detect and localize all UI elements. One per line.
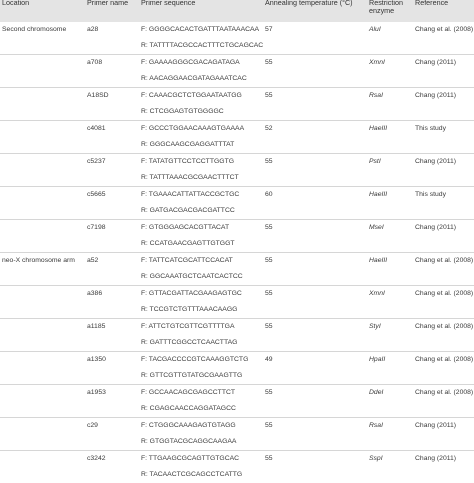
- cell-reference: Chang et al. (2008): [415, 26, 474, 33]
- cell-restriction-enzyme: HaeIII: [369, 257, 388, 264]
- cell-primer-name: c3242: [87, 455, 106, 462]
- table-row: [0, 170, 474, 186]
- table-row: [0, 285, 474, 302]
- cell-primer-name: c29: [87, 422, 98, 429]
- cell-annealing-temperature: 55: [265, 158, 273, 165]
- cell-annealing-temperature: 52: [265, 125, 273, 132]
- cell-primer-sequence: R: GTTCGTTGTATGCGAAGTTG: [141, 372, 243, 379]
- table-row: [0, 335, 474, 351]
- table-row: [0, 219, 474, 236]
- header-location: Location: [2, 0, 30, 7]
- cell-annealing-temperature: 55: [265, 290, 273, 297]
- cell-restriction-enzyme: XmnI: [369, 290, 385, 297]
- cell-primer-name: a1185: [87, 323, 106, 330]
- cell-primer-sequence: R: GTGGTACGCAGGCAAGAA: [141, 438, 237, 445]
- cell-reference: Chang (2011): [415, 92, 457, 99]
- cell-primer-name: a52: [87, 257, 99, 264]
- cell-primer-sequence: F: CTGGGCAAAGAGTGTAGG: [141, 422, 236, 429]
- cell-primer-name: a386: [87, 290, 103, 297]
- cell-primer-sequence: R: AACAGGAACGATAGAAATCAC: [141, 75, 247, 82]
- table-row: [0, 384, 474, 401]
- cell-primer-name: a708: [87, 59, 103, 66]
- cell-primer-name: c5237: [87, 158, 106, 165]
- cell-primer-name: A18SD: [87, 92, 109, 99]
- cell-restriction-enzyme: MseI: [369, 224, 384, 231]
- cell-reference: Chang (2011): [415, 422, 457, 429]
- table-row: [0, 71, 474, 87]
- cell-location: neo-X chromosome arm: [2, 257, 75, 264]
- cell-annealing-temperature: 55: [265, 92, 273, 99]
- cell-primer-sequence: F: CAAACGCTCTGGAATAATGG: [141, 92, 242, 99]
- cell-reference: This study: [415, 125, 446, 132]
- cell-restriction-enzyme: RsaI: [369, 422, 383, 429]
- cell-primer-sequence: F: TGAAACATTATTACCGCTGC: [141, 191, 240, 198]
- cell-reference: Chang (2011): [415, 158, 457, 165]
- cell-annealing-temperature: 55: [265, 323, 273, 330]
- cell-primer-name: a28: [87, 26, 99, 33]
- table-row: [0, 252, 474, 269]
- cell-primer-sequence: R: GATTTCGGCCTCAACTTAG: [141, 339, 238, 346]
- cell-annealing-temperature: 55: [265, 257, 273, 264]
- table-header: [0, 0, 474, 22]
- table-row: [0, 137, 474, 153]
- cell-restriction-enzyme: XmnI: [369, 59, 385, 66]
- cell-primer-sequence: R: GATGACGACGACGATTCC: [141, 207, 235, 214]
- cell-primer-sequence: R: TACAACTCGCAGCCTCATTG: [141, 471, 243, 478]
- cell-primer-sequence: R: TATTTAAACGCGAACTTTCT: [141, 174, 239, 181]
- cell-annealing-temperature: 57: [265, 26, 273, 33]
- cell-primer-name: a1350: [87, 356, 106, 363]
- cell-annealing-temperature: 55: [265, 455, 273, 462]
- cell-reference: Chang et al. (2008): [415, 389, 474, 396]
- cell-restriction-enzyme: SspI: [369, 455, 383, 462]
- header-restriction-enzyme: Restriction enzyme: [369, 0, 403, 15]
- cell-restriction-enzyme: HaeIII: [369, 125, 388, 132]
- cell-annealing-temperature: 49: [265, 356, 273, 363]
- cell-annealing-temperature: 55: [265, 59, 273, 66]
- cell-primer-sequence: F: ATTCTGTCGTTCGTTTTGA: [141, 323, 235, 330]
- cell-primer-sequence: F: GTTACGATTACGAAGAGTGC: [141, 290, 242, 297]
- table-row: [0, 467, 474, 483]
- cell-primer-name: c7198: [87, 224, 106, 231]
- header-primer-name: Primer name: [87, 0, 129, 7]
- cell-location: Second chromosome: [2, 26, 67, 33]
- cell-reference: Chang (2011): [415, 455, 457, 462]
- table-row: [0, 368, 474, 384]
- table-row: [0, 186, 474, 203]
- cell-reference: Chang (2011): [415, 224, 457, 231]
- table-row: [0, 302, 474, 318]
- cell-primer-name: a1953: [87, 389, 106, 396]
- cell-primer-sequence: R: CCATGAACGAGTTGTGGT: [141, 240, 235, 247]
- header-primer-sequence: Primer sequence: [141, 0, 196, 7]
- table-row: [0, 153, 474, 170]
- cell-restriction-enzyme: HaeIII: [369, 191, 388, 198]
- cell-primer-sequence: F: TTGAAGCGCAGTTGTGCAC: [141, 455, 240, 462]
- table-row: [0, 401, 474, 417]
- cell-primer-sequence: R: CGAGCAACCAGGATAGCC: [141, 405, 236, 412]
- cell-primer-sequence: R: GGGCAAGCGAGGATTTAT: [141, 141, 235, 148]
- table-row: [0, 236, 474, 252]
- cell-reference: Chang et al. (2008): [415, 323, 474, 330]
- cell-annealing-temperature: 55: [265, 224, 273, 231]
- table-row: [0, 22, 474, 38]
- cell-primer-sequence: F: TACGACCCCGTCAAAGGTCTG: [141, 356, 249, 363]
- cell-primer-sequence: R: GGCAAATGCTCAATCACTCC: [141, 273, 243, 280]
- table-row: [0, 54, 474, 71]
- cell-primer-sequence: F: GCCCTGGAACAAAGTGAAAA: [141, 125, 245, 132]
- table-row: [0, 87, 474, 104]
- cell-primer-sequence: R: TCCGTCTGTTTAAACAAGG: [141, 306, 238, 313]
- cell-primer-sequence: R: CTCGGAGTGTGGGGC: [141, 108, 224, 115]
- cell-primer-sequence: R: TATTTTACGCCACTTTCTGCAGCAC: [141, 42, 264, 49]
- table-row: [0, 318, 474, 335]
- cell-primer-sequence: F: GCCAACAGCGAGCCTTCT: [141, 389, 236, 396]
- table-row: [0, 104, 474, 120]
- cell-restriction-enzyme: StyI: [369, 323, 381, 330]
- cell-reference: Chang et al. (2008): [415, 356, 474, 363]
- cell-reference: Chang et al. (2008): [415, 290, 474, 297]
- cell-annealing-temperature: 60: [265, 191, 273, 198]
- cell-primer-sequence: F: GTGGGAGCACGTTACAT: [141, 224, 230, 231]
- table-row: [0, 120, 474, 137]
- table-row: [0, 38, 474, 54]
- cell-restriction-enzyme: HpaII: [369, 356, 386, 363]
- table-row: [0, 434, 474, 450]
- cell-primer-name: c4081: [87, 125, 106, 132]
- cell-primer-name: c5665: [87, 191, 106, 198]
- table-row: [0, 203, 474, 219]
- cell-primer-sequence: F: TATATGTTCCTCCTTGGTG: [141, 158, 235, 165]
- cell-reference: Chang (2011): [415, 59, 457, 66]
- cell-reference: This study: [415, 191, 446, 198]
- cell-annealing-temperature: 55: [265, 422, 273, 429]
- table-row: [0, 450, 474, 467]
- table-body: [0, 22, 474, 483]
- header-reference: Reference: [415, 0, 449, 7]
- cell-reference: Chang et al. (2008): [415, 257, 474, 264]
- cell-annealing-temperature: 55: [265, 389, 273, 396]
- table-row: [0, 269, 474, 285]
- cell-primer-sequence: F: TATTCATCGCATTCCACAT: [141, 257, 233, 264]
- table-row: [0, 351, 474, 368]
- cell-restriction-enzyme: DdeI: [369, 389, 384, 396]
- cell-primer-sequence: F: GGGGCACACTGATTTAATAAACAA: [141, 26, 260, 33]
- header-annealing-temperature: Annealing temperature (°C): [265, 0, 353, 7]
- cell-restriction-enzyme: AluI: [369, 26, 381, 33]
- table-row: [0, 417, 474, 434]
- cell-primer-sequence: F: GAAAAGGGCGACAGATAGA: [141, 59, 240, 66]
- cell-restriction-enzyme: PstI: [369, 158, 381, 165]
- cell-restriction-enzyme: RsaI: [369, 92, 383, 99]
